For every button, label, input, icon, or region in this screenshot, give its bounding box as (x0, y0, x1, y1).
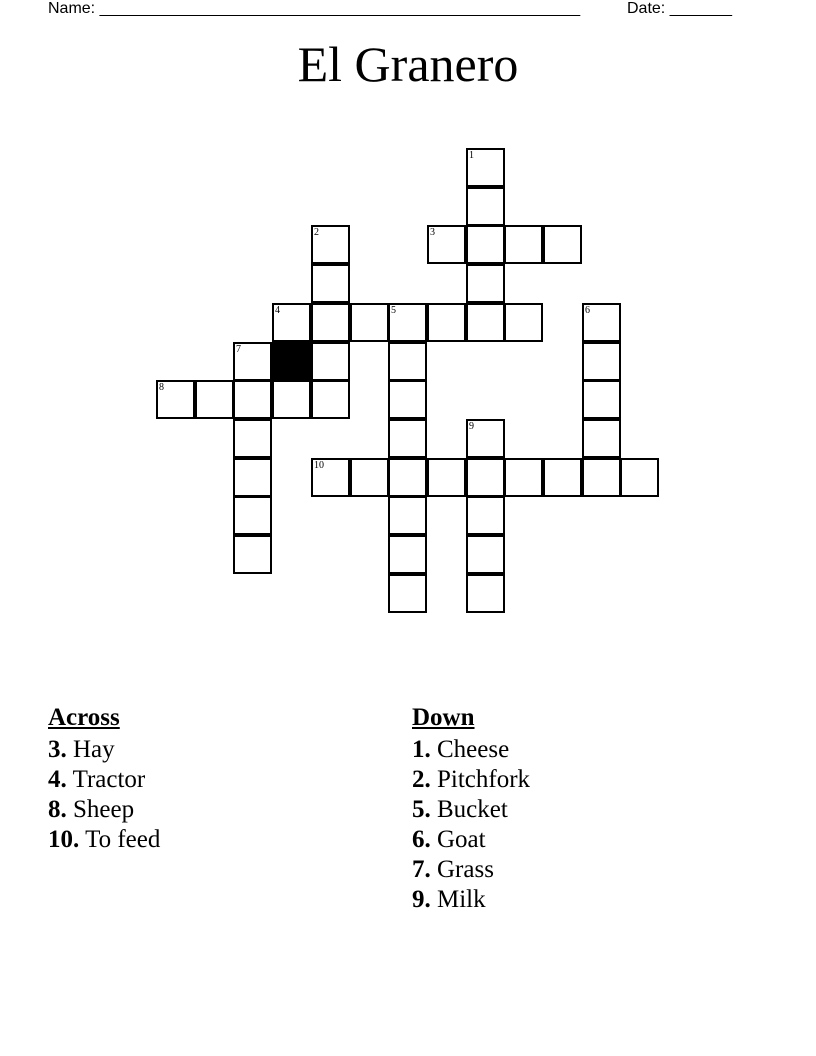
grid-cell[interactable] (388, 303, 427, 342)
clue-across-10 (48, 825, 160, 855)
grid-cell[interactable] (466, 303, 505, 342)
grid-cell[interactable] (582, 380, 621, 419)
clue-text: To feed (85, 826, 161, 853)
clue-number: 8. (48, 796, 67, 823)
grid-cell[interactable] (350, 458, 389, 497)
cell-number: 1 (469, 150, 474, 161)
grid-cell[interactable] (466, 148, 505, 187)
clue-text: Cheese (437, 736, 510, 763)
grid-cell[interactable] (504, 303, 543, 342)
grid-cell[interactable] (582, 342, 621, 381)
clue-number: 10. (48, 826, 80, 853)
clue-down-7 (412, 855, 530, 885)
grid-cell[interactable] (466, 225, 505, 264)
clue-text: Milk (437, 886, 486, 913)
clue-number: 1. (412, 736, 431, 763)
grid-cell[interactable] (427, 303, 466, 342)
clue-text: Goat (437, 826, 486, 853)
clue-text: Hay (73, 736, 115, 763)
grid-cell[interactable] (582, 419, 621, 458)
clue-text: Bucket (437, 796, 508, 823)
grid-cell[interactable] (388, 380, 427, 419)
clue-across-3 (48, 735, 160, 765)
down-clues (412, 703, 530, 915)
grid-cell[interactable] (427, 225, 466, 264)
name-field-label: Name: ______________________________________________________ (48, 0, 581, 17)
blocked-cell (272, 342, 311, 381)
grid-cell[interactable] (311, 342, 350, 381)
clue-text: Sheep (73, 796, 135, 823)
grid-cell[interactable] (543, 458, 582, 497)
grid-cell[interactable] (311, 458, 350, 497)
clue-text: Grass (437, 856, 494, 883)
grid-cell[interactable] (388, 342, 427, 381)
grid-cell[interactable] (233, 342, 272, 381)
grid-cell[interactable] (233, 380, 272, 419)
clue-text: Pitchfork (437, 766, 531, 793)
grid-cell[interactable] (504, 225, 543, 264)
grid-cell[interactable] (350, 303, 389, 342)
grid-cell[interactable] (388, 496, 427, 535)
across-heading: Across (48, 704, 120, 731)
grid-cell[interactable] (466, 419, 505, 458)
cell-number: 9 (469, 421, 474, 432)
grid-cell[interactable] (543, 225, 582, 264)
grid-cell[interactable] (311, 380, 350, 419)
clue-text: Tractor (72, 766, 146, 793)
clue-down-5 (412, 795, 530, 825)
date-field-label: Date: _______ (627, 0, 732, 17)
grid-cell[interactable] (388, 574, 427, 613)
grid-cell[interactable] (427, 458, 466, 497)
clue-number: 9. (412, 886, 431, 913)
cell-number: 10 (314, 460, 324, 471)
cell-number: 2 (314, 227, 319, 238)
clue-number: 2. (412, 766, 431, 793)
grid-cell[interactable] (466, 264, 505, 303)
clue-number: 6. (412, 826, 431, 853)
clue-number: 7. (412, 856, 431, 883)
cell-number: 6 (585, 305, 590, 316)
clue-down-6 (412, 825, 530, 855)
cell-number: 8 (159, 382, 164, 393)
cell-number: 4 (275, 305, 280, 316)
grid-cell[interactable] (466, 574, 505, 613)
puzzle-title: El Granero (297, 36, 519, 92)
grid-cell[interactable] (388, 458, 427, 497)
clue-down-9 (412, 885, 530, 915)
grid-cell[interactable] (388, 419, 427, 458)
grid-cell[interactable] (272, 303, 311, 342)
grid-cell[interactable] (311, 264, 350, 303)
grid-cell[interactable] (233, 419, 272, 458)
grid-cell[interactable] (311, 303, 350, 342)
grid-cell[interactable] (195, 380, 234, 419)
grid-cell[interactable] (620, 458, 659, 497)
grid-cell[interactable] (311, 225, 350, 264)
cell-number: 3 (430, 227, 435, 238)
grid-cell[interactable] (582, 458, 621, 497)
clue-down-2 (412, 765, 530, 795)
grid-cell[interactable] (466, 187, 505, 226)
clue-across-4 (48, 765, 160, 795)
cell-number: 7 (236, 344, 241, 355)
grid-cell[interactable] (466, 535, 505, 574)
clue-number: 3. (48, 736, 67, 763)
down-heading: Down (412, 704, 475, 731)
grid-cell[interactable] (466, 496, 505, 535)
grid-cell[interactable] (272, 380, 311, 419)
grid-cell[interactable] (388, 535, 427, 574)
clue-number: 4. (48, 766, 67, 793)
grid-cell[interactable] (466, 458, 505, 497)
clue-number: 5. (412, 796, 431, 823)
grid-cell[interactable] (233, 535, 272, 574)
clue-down-1 (412, 735, 530, 765)
grid-cell[interactable] (156, 380, 195, 419)
cell-number: 5 (391, 305, 396, 316)
grid-cell[interactable] (504, 458, 543, 497)
grid-cell[interactable] (233, 496, 272, 535)
grid-cell[interactable] (233, 458, 272, 497)
clue-across-8 (48, 795, 160, 825)
grid-cell[interactable] (582, 303, 621, 342)
across-clues (48, 703, 160, 855)
